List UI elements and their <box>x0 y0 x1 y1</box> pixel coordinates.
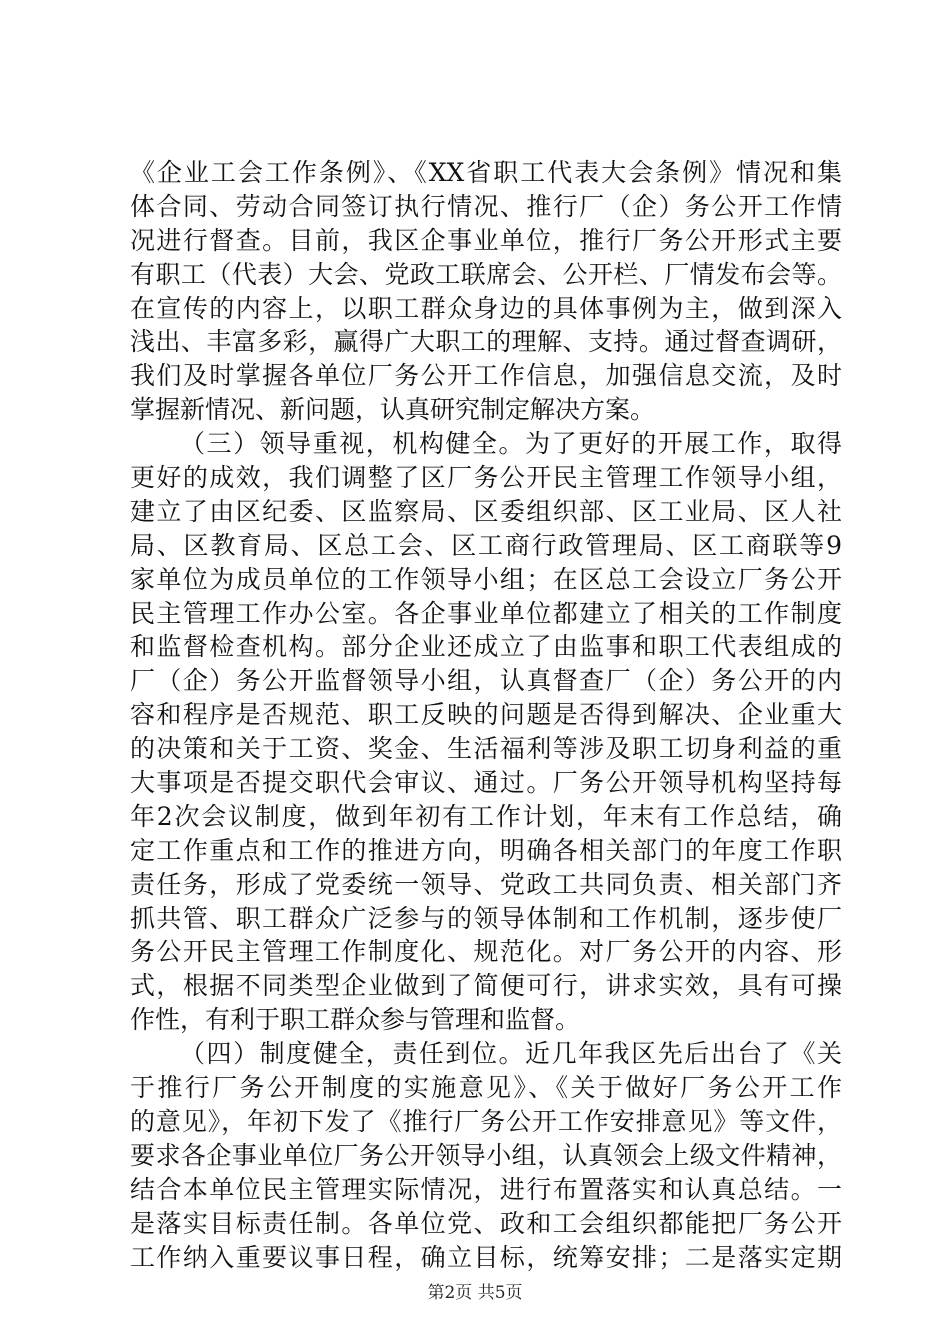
text-line: 况进行督查。目前，我区企事业单位，推行厂务公开形式主要 <box>130 225 842 255</box>
text-line: 和监督检查机构。部分企业还成立了由监事和职工代表组成的 <box>130 632 842 662</box>
section-heading-line: （四）制度健全，责任到位。近几年我区先后出台了《关 <box>180 1039 842 1069</box>
text-line: 掌握新情况、新问题，认真研究制定解决方案。 <box>130 395 656 425</box>
text-line: 更好的成效，我们调整了区厂务公开民主管理工作领导小组， <box>130 463 842 493</box>
text-line: 建立了由区纪委、区监察局、区委组织部、区工业局、区人社 <box>130 496 842 526</box>
text-line: 式，根据不同类型企业做到了简便可行，讲求实效，具有可操 <box>130 971 842 1001</box>
text-line: 于推行厂务公开制度的实施意见》、《关于做好厂务公开工作 <box>130 1073 842 1103</box>
text-line: 民主管理工作办公室。各企事业单位都建立了相关的工作制度 <box>130 598 842 628</box>
text-line: 抓共管、职工群众广泛参与的领导体制和工作机制，逐步使厂 <box>130 903 842 933</box>
text-line: 家单位为成员单位的工作领导小组；在区总工会设立厂务公开 <box>130 564 842 594</box>
page-number-footer: 第2页 共5页 <box>427 1283 523 1303</box>
text-line: 定工作重点和工作的推进方向，明确各相关部门的年度工作职 <box>130 835 842 865</box>
text-line: 年2次会议制度，做到年初有工作计划，年末有工作总结，确 <box>130 801 842 831</box>
text-line: 大事项是否提交职代会审议、通过。厂务公开领导机构坚持每 <box>130 768 842 798</box>
text-line: 容和程序是否规范、职工反映的问题是否得到解决、企业重大 <box>130 700 842 730</box>
text-line: 的意见》，年初下发了《推行厂务公开工作安排意见》等文件， <box>130 1106 842 1136</box>
text-line: 务公开民主管理工作制度化、规范化。对厂务公开的内容、形 <box>130 937 842 967</box>
text-line: 在宣传的内容上，以职工群众身边的具体事例为主，做到深入 <box>130 293 842 323</box>
text-line: 的决策和关于工资、奖金、生活福利等涉及职工切身利益的重 <box>130 734 842 764</box>
text-line: 厂（企）务公开监督领导小组，认真督查厂（企）务公开的内 <box>130 666 842 696</box>
document-body <box>130 156 842 1274</box>
text-line: 作性，有利于职工群众参与管理和监督。 <box>130 1005 581 1035</box>
text-line: 体合同、劳动合同签订执行情况、推行厂（企）务公开工作情 <box>130 191 842 221</box>
text-line: 有职工（代表）大会、党政工联席会、公开栏、厂情发布会等。 <box>130 259 842 289</box>
text-line: 《企业工会工作条例》、《XX省职工代表大会条例》情况和集 <box>130 158 842 187</box>
text-line: 工作纳入重要议事日程，确立目标，统筹安排；二是落实定期 <box>130 1242 842 1272</box>
text-line: 要求各企事业单位厂务公开领导小组，认真领会上级文件精神， <box>130 1140 842 1170</box>
text-line: 局、区教育局、区总工会、区工商行政管理局、区工商联等9 <box>130 530 842 560</box>
text-line: 责任务，形成了党委统一领导、党政工共同负责、相关部门齐 <box>130 869 842 899</box>
text-line: 我们及时掌握各单位厂务公开工作信息，加强信息交流，及时 <box>130 361 842 391</box>
text-line: 浅出、丰富多彩，赢得广大职工的理解、支持。通过督查调研， <box>130 327 842 357</box>
text-line: 结合本单位民主管理实际情况，进行布置落实和认真总结。一 <box>130 1174 842 1204</box>
text-line: 是落实目标责任制。各单位党、政和工会组织都能把厂务公开 <box>130 1208 842 1238</box>
section-heading-line: （三）领导重视，机构健全。为了更好的开展工作，取得 <box>180 429 842 459</box>
